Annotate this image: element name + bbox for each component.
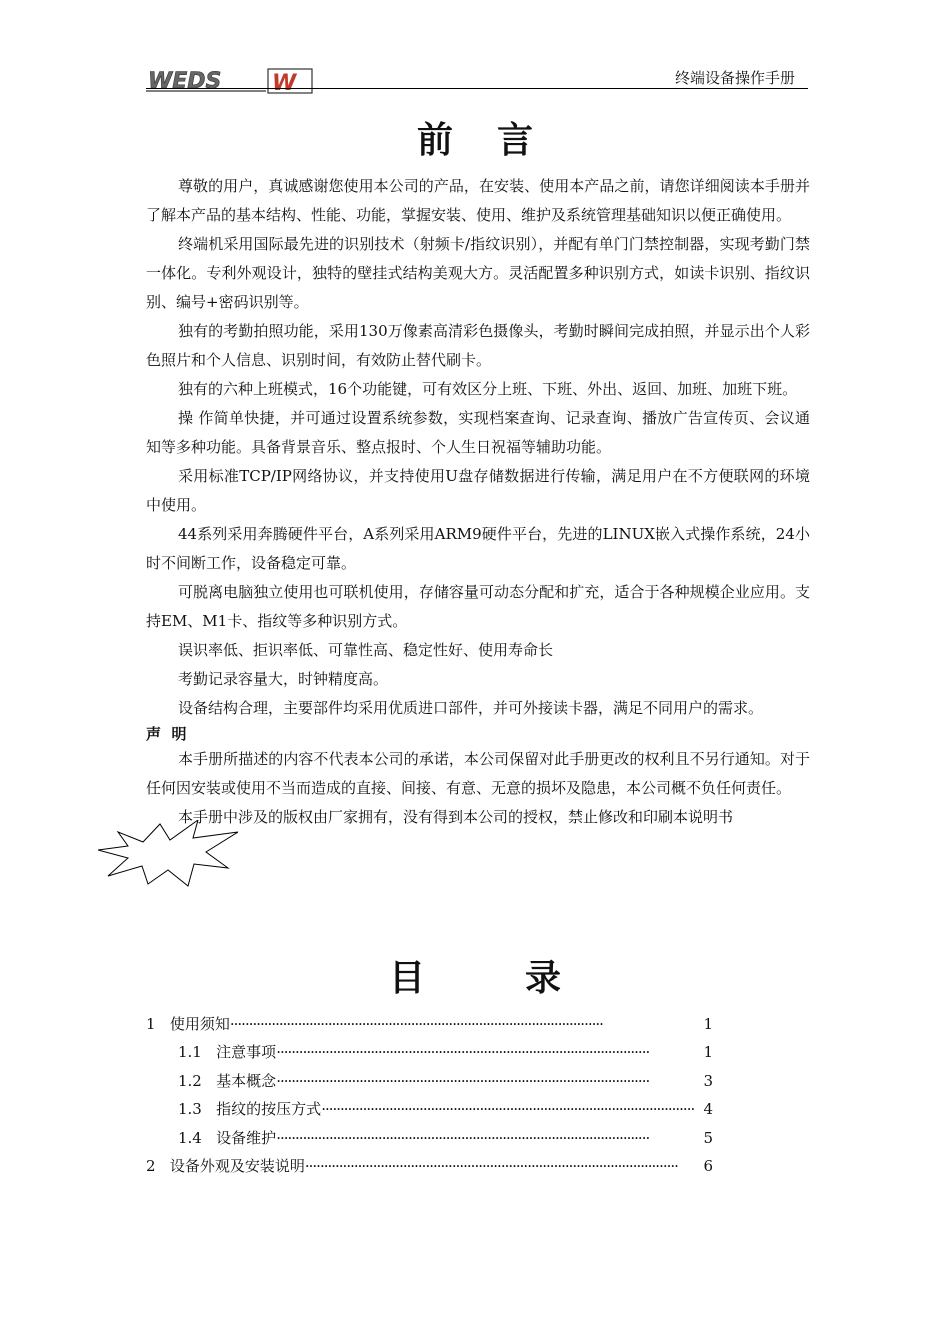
preface-body	[146, 172, 810, 832]
statement-heading: 声 明	[146, 725, 187, 743]
preface-paragraph: 考勤记录容量大，时钟精度高。	[178, 670, 389, 688]
toc-entry-page: 1	[703, 1015, 713, 1033]
toc-entry[interactable]: 1.4 设备维护 ··································································································· 5	[178, 1124, 713, 1152]
toc-entry[interactable]: 1 使用须知 ··································································································· 1	[146, 1010, 713, 1038]
svg-text:W: W	[272, 71, 297, 96]
header-title: 终端设备操作手册	[675, 69, 796, 87]
preface-paragraph: 误识率低、拒识率低、可靠性高、稳定性好、使用寿命长	[178, 641, 554, 659]
preface-paragraph: 独有的六种上班模式，16个功能键，可有效区分上班、下班、外出、返回、加班、加班下班。	[178, 380, 798, 398]
toc-entry-page: 1	[703, 1043, 713, 1061]
toc-entry[interactable]: 1.3 指纹的按压方式 ··································································································· 4	[178, 1095, 713, 1123]
preface-paragraph: 独有的考勤拍照功能，采用130万像素高清彩色摄像头，考勤时瞬间完成拍照，并显示出个人彩色照片和个人信息、识别时间，有效防止替代刷卡。	[146, 322, 810, 369]
svg-text:WEDS: WEDS	[148, 69, 222, 94]
preface-paragraph: 尊敬的用户，真诚感谢您使用本公司的产品，在安装、使用本产品之前，请您详细阅读本手册并了解本产品的基本结构、性能、功能，掌握安装、使用、维护及系统管理基础知识以便正确使用。	[146, 177, 810, 224]
toc-entry-number: 1.3	[178, 1100, 202, 1118]
weds-logo	[146, 66, 316, 96]
toc-entry-number: 1	[146, 1015, 156, 1033]
toc-entry-number: 1.1	[178, 1043, 202, 1061]
burst-stamp-icon	[98, 820, 238, 890]
preface-paragraph: 采用标准TCP/IP网络协议，并支持使用U盘存储数据进行传输，满足用户在不方便联网的环境中使用。	[146, 467, 810, 514]
toc-entry-label: 指纹的按压方式	[216, 1100, 322, 1118]
preface-title: 前言	[416, 119, 577, 161]
toc-entry-label: 基本概念	[216, 1072, 277, 1090]
toc-entry-label: 注意事项	[216, 1043, 277, 1061]
toc-entry-label: 使用须知	[169, 1015, 230, 1033]
statement-paragraph: 本手册所描述的内容不代表本公司的承诺，本公司保留对此手册更改的权利且不另行通知。对于任何因安装或使用不当而造成的直接、间接、有意、无意的损坏及隐患，本公司概不负任何责任。	[146, 750, 810, 797]
preface-paragraph: 操 作简单快捷，并可通过设置系统参数，实现档案查询、记录查询、播放广告宣传页、会议通知等多种功能。具备背景音乐、整点报时、个人生日祝福等辅助功能。	[146, 409, 810, 456]
toc-entry-page: 3	[703, 1072, 713, 1090]
toc-entry-label: 设备维护	[216, 1129, 277, 1147]
toc-entry-page: 6	[703, 1157, 713, 1175]
preface-paragraph: 设备结构合理，主要部件均采用优质进口部件，并可外接读卡器，满足不同用户的需求。	[178, 699, 764, 717]
statement-paragraph: 本手册中涉及的版权由厂家拥有，没有得到本公司的授权，禁止修改和印刷本说明书	[178, 808, 734, 826]
toc-entry-page: 5	[703, 1129, 713, 1147]
toc-entry[interactable]: 2 设备外观及安装说明 ··································································································· 6	[146, 1152, 713, 1180]
toc-entry-number: 1.2	[178, 1072, 202, 1090]
toc-entry[interactable]: 1.2 基本概念 ··································································································· 3	[178, 1067, 713, 1095]
toc-entry-number: 1.4	[178, 1129, 202, 1147]
toc-entry[interactable]: 1.1 注意事项 ··································································································· 1	[178, 1038, 713, 1066]
preface-paragraph: 终端机采用国际最先进的识别技术（射频卡/指纹识别），并配有单门门禁控制器，实现考勤门禁一体化。专利外观设计，独特的壁挂式结构美观大方。灵活配置多种识别方式，如读卡识别、指纹识别、编号+密码识别等。	[146, 235, 810, 311]
preface-paragraph: 44系列采用奔腾硬件平台，A系列采用ARM9硬件平台，先进的LINUX嵌入式操作系统，24小时不间断工作，设备稳定可靠。	[146, 525, 810, 572]
toc-entry-number: 2	[146, 1157, 156, 1175]
toc-entry-page: 4	[703, 1100, 713, 1118]
toc-title: 目录	[388, 957, 661, 999]
preface-paragraph: 可脱离电脑独立使用也可联机使用，存储容量可动态分配和扩充，适合于各种规模企业应用。支持EM、M1卡、指纹等多种识别方式。	[146, 583, 810, 630]
toc-entry-label: 设备外观及安装说明	[169, 1157, 305, 1175]
header-rule	[146, 88, 808, 89]
